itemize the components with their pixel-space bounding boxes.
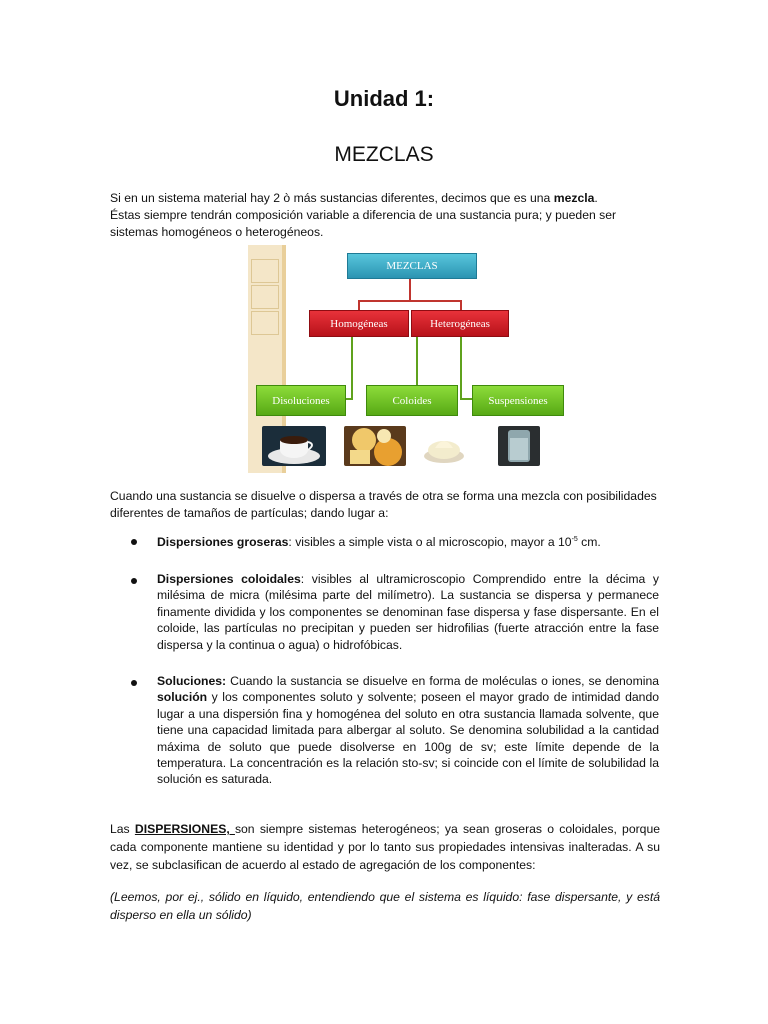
- exponent: -5: [571, 536, 578, 543]
- bullet-dispersiones-groseras: [157, 532, 659, 550]
- dispersiones-paragraph: [110, 820, 660, 874]
- bullet-bold-label: Soluciones:: [157, 674, 227, 688]
- intro-paragraph: [110, 190, 660, 241]
- bullet-text-tail: cm.: [577, 535, 601, 550]
- bullet-dot: [131, 539, 137, 545]
- text-pre: Las: [110, 822, 135, 836]
- intro-bold-mezcla: mezcla: [553, 191, 595, 205]
- bullet-text: : visibles a simple vista o al microscopio, mayor a 10: [288, 535, 572, 550]
- intro-line-3: sistemas homogéneos o heterogéneos.: [110, 225, 324, 239]
- bullet-dispersiones-coloidales: [157, 571, 659, 653]
- bullet-text: Cuando la sustancia se disuelve en forma de moléculas o iones, se denomina: [226, 674, 659, 688]
- dispersiones-text: son siempre sistemas heterogéneos; ya sean groseras o coloidales, porque cada componente mantiene su identidad y por lo tanto sus propiedades intensivas inalteradas. A su vez, se subclasifican de acuerdo al estado de agregación de los componentes:: [110, 822, 661, 872]
- node-coloides: Coloides: [366, 385, 458, 416]
- intro-line-2: Éstas siempre tendrán composición variable a diferencia de una sustancia pura; y pueden ser: [110, 208, 617, 222]
- bullet-dot: [131, 680, 137, 686]
- bullet-bold-label: Dispersiones groseras: [157, 535, 289, 550]
- underlined-dispersiones: DISPERSIONES,: [134, 822, 235, 836]
- intro-period: .: [594, 191, 598, 205]
- bullet-soluciones: [157, 673, 659, 788]
- cheese-icon: [344, 426, 406, 466]
- bullet-dot: [131, 578, 137, 584]
- bullet-bold-label: Dispersiones coloidales: [157, 572, 301, 586]
- node-mezclas: MEZCLAS: [347, 253, 477, 279]
- bold-solucion: solución: [157, 690, 208, 705]
- topic-title: MEZCLAS: [334, 143, 434, 166]
- bullet-text-2: y los componentes soluto y solvente; poseen el mayor grado de intimidad dando lugar a una dispersión fina y homogénea del soluto en otra sustancia llamada solvente, que tiene una capacidad limitada para albergar al soluto. Se denomina solubilidad a la cantidad máxima de soluto que puede disolverse en 100g de sv; este límite depende de la temperatura. La concentración es la relación sto-sv; si coincide con el límite de solubilidad la solución es saturada.: [157, 690, 659, 787]
- node-disoluciones: Disoluciones: [256, 385, 346, 416]
- dispersion-intro-paragraph: Cuando una sustancia se disuelve o dispersa a través de otra se forma una mezcla con posibilidades diferentes de tamaños de partículas; dando lugar a:: [110, 489, 657, 520]
- node-homogeneas: Homogéneas: [309, 310, 409, 337]
- italic-note: (Leemos, por ej., sólido en líquido, entendiendo que el sistema es líquido: fase dispersante, y está disperso en ella un sólido): [110, 890, 660, 922]
- intro-text: Si en un sistema material hay 2 ò más sustancias diferentes, decimos que es una: [110, 191, 554, 205]
- unit-title: Unidad 1:: [333, 86, 435, 111]
- node-suspensiones: Suspensiones: [472, 385, 564, 416]
- cream-icon: [421, 426, 467, 466]
- coffee-cup-icon: [262, 426, 326, 466]
- bullet-text: : visibles al ultramicroscopio Comprendido entre la décima y milésima de micra (milésima parte del milímetro). La sustancia se dispersa y permanece finamente dividida y los componentes se denominan fase dispersa y fase dispersante. En el coloide, las partículas no precipitan y pueden ser hidrofilias (fuerte atracción entre la fase dispersa y la continua o agua) o hidrofóbicas.: [157, 572, 659, 652]
- node-heterogeneas: Heterogéneas: [411, 310, 509, 337]
- glass-suspension-icon: [498, 426, 540, 466]
- mezclas-diagram: [248, 245, 568, 473]
